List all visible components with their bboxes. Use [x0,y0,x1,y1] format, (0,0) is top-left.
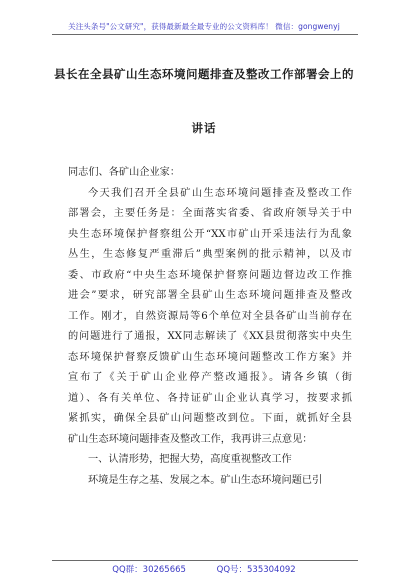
footer-divider [52,560,358,561]
salutation: 同志们、各矿山企业家： [68,167,181,178]
paragraph-1-line: 的问题进行了通报，XX同志解读了《XX县贯彻落实中央生 [68,331,352,342]
footer-contact[interactable] [0,563,408,575]
document-subtitle: 讲话 [191,121,217,135]
paragraph-1-line: 态环境保护督察反馈矿山生态环境问题整改工作方案》并 [68,351,352,363]
document-title: 县长在全县矿山生态环境问题排查及整改工作部署会上的 [54,67,354,81]
header-divider [52,34,358,35]
paragraph-1-line: 今天我们召开全县矿山生态环境问题排查及整改工作 [88,187,352,199]
qq-group-link[interactable]: QQ群：30265665 [112,565,186,575]
paragraph-1-line: 进会”要求，研究部署全县矿山生态环境问题排查及整改 [68,290,352,301]
document-body [68,163,352,491]
paragraph-1-line: 部署会，主要任务是：全面落实省委、省政府领导关于中 [68,208,352,219]
paragraph-1-line: 丛生，生态修复严重滞后”典型案例的批示精神，以及市 [68,249,352,260]
paragraph-1 [68,184,352,451]
paragraph-1-line: 紧抓实，确保全县矿山问题整改到位。下面，就抓好全县 [68,413,352,424]
paragraph-1-line: 工作。刚才，自然资源局等6个单位对全县各矿山当前存在 [68,310,352,322]
paragraph-1-line: 道）、各有关单位、各持证矿山企业认真学习，按要求抓 [68,392,352,404]
paragraph-2-start: 环境是生存之基、发展之本。矿山生态环境问题已引 [88,474,323,486]
paragraph-1-line: 宣布了《关于矿山企业停产整改通报》。请各乡镇（街 [68,372,352,383]
paragraph-1-line: 矿山生态环境问题排查及整改工作，我再讲三点意见： [68,433,313,445]
qq-number-link[interactable]: QQ号：535304092 [216,565,296,575]
paragraph-1-line: 央生态环境保护督察组公开“XX市矿山开采违法行为乱象 [68,228,352,240]
header-banner[interactable]: 关注头条号"公文研究"，获得最新最全最专业的公文资料库！ 微信：gongwenyj [68,22,340,31]
section-1-heading: 一、认清形势，把握大势，高度重视整改工作 [88,454,292,465]
paragraph-1-line: 委、市政府“中央生态环境保护督察问题边督边改工作推 [68,269,352,281]
